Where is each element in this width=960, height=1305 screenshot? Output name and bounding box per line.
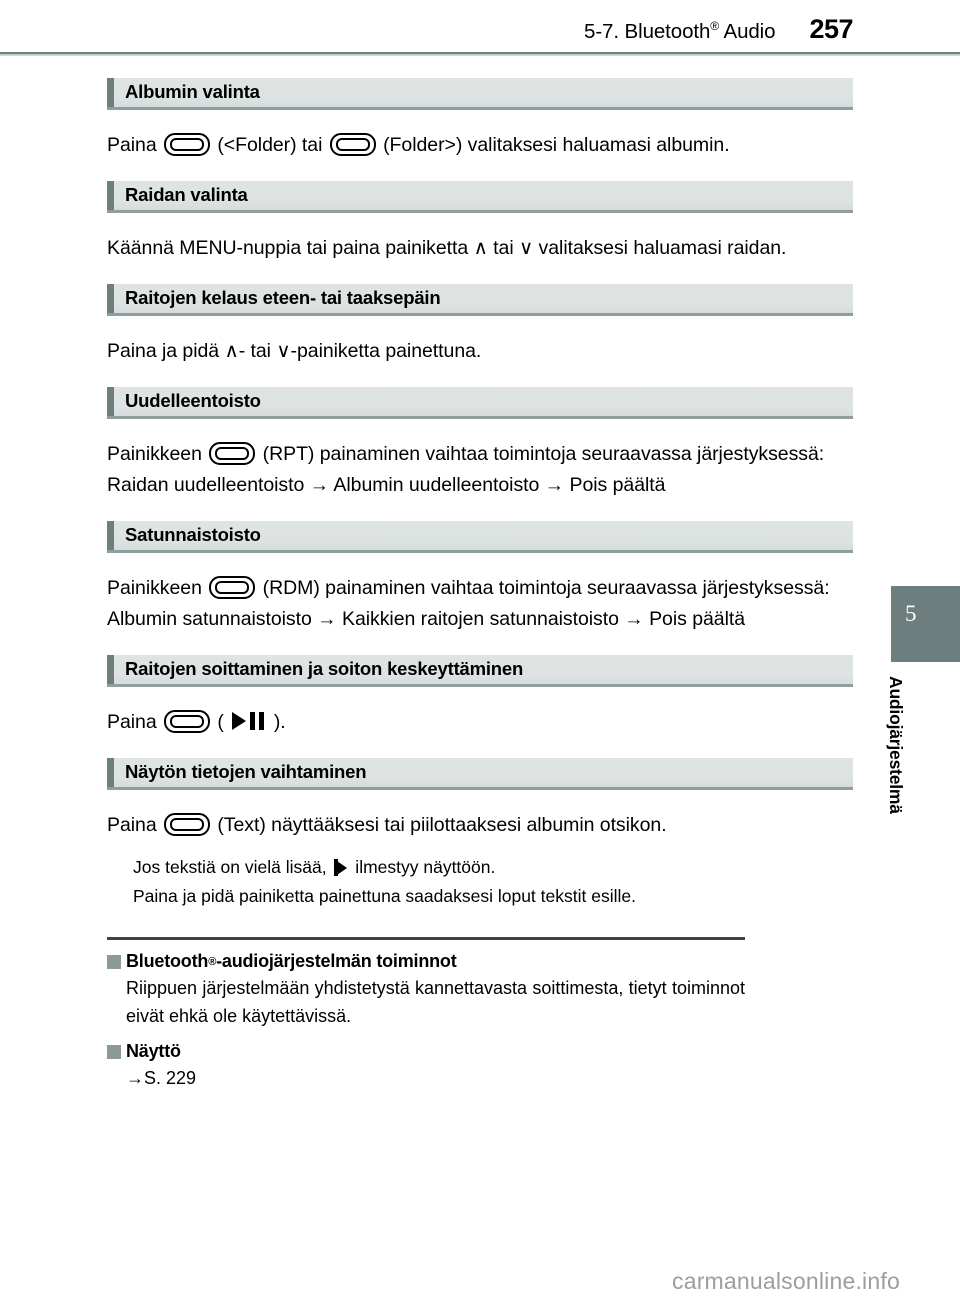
sequence-repeat: Raidan uudelleentoisto → Albumin uudelleentoisto → Pois päältä (107, 474, 666, 496)
paragraph-repeat (107, 439, 853, 470)
text-after: (Text) näyttääksesi tai piilottaaksesi albumin otsikon. (212, 814, 667, 836)
section-header-display-info (107, 758, 853, 790)
watermark: carmanualsonline.info (672, 1268, 900, 1294)
folder-forward-button-icon (330, 133, 376, 156)
note-before: Jos tekstiä on vielä lisää, (133, 857, 332, 877)
section-header-play-pause (107, 655, 853, 687)
note-title-before: Bluetooth (126, 951, 209, 971)
paragraph-fast-forward-rewind: Paina ja pidä ∧- tai ∨-painiketta painettuna. (107, 340, 482, 362)
page-content (107, 78, 853, 1092)
text-before: Paina (107, 134, 162, 156)
section-header-repeat (107, 387, 853, 419)
note-body-bluetooth-functions: Riippuen järjestelmään yhdistetystä kannettavasta soittimesta, tietyt toiminnot eivät ehkä ole käytettävissä. (126, 978, 745, 1026)
note-title-after: -audiojärjestelmän toiminnot (216, 951, 457, 971)
section-title: Raidan valinta (125, 184, 248, 206)
text-after: (Folder>) valitaksesi haluamasi albumin. (377, 134, 730, 156)
section-title: Raitojen kelaus eteen- tai taaksepäin (125, 287, 441, 309)
text-after: ). (273, 711, 286, 733)
section-title: Raitojen soittaminen ja soiton keskeyttäminen (125, 658, 524, 680)
header-divider-rule (0, 52, 960, 56)
section-header-track-selection (107, 181, 853, 213)
chapter-tab-label: Audiojärjestelmä (886, 676, 906, 814)
text-before: Paina (107, 814, 162, 836)
random-button-icon (209, 576, 255, 599)
footer-divider-rule (107, 937, 745, 940)
page-header (0, 0, 960, 54)
sequence-random: Albumin satunnaistoisto → Kaikkien raitojen satunnaistoisto → Pois päältä (107, 608, 746, 630)
text-middle: (<Folder) tai (212, 134, 328, 156)
running-head-title (584, 20, 775, 44)
note-display-info-hold: Paina ja pidä painiketta painettuna saadaksesi loput tekstit esille. (133, 886, 636, 906)
folder-back-button-icon (164, 133, 210, 156)
page-number: 257 (809, 14, 853, 44)
paragraph-display-info (107, 810, 853, 841)
text-button-icon (164, 813, 210, 836)
section-title: Näytön tietojen vaihtaminen (125, 761, 367, 783)
paragraph-play-pause (107, 707, 853, 738)
section-header-fast-forward-rewind (107, 284, 853, 316)
chapter-tab-number: 5 (905, 601, 917, 626)
note-title-bluetooth-functions: Bluetooth ® -audiojärjestelmän toiminnot (107, 951, 853, 972)
bullet-square-icon (107, 955, 121, 969)
paragraph-album-selection (107, 130, 853, 161)
bullet-square-icon (107, 1045, 121, 1059)
note-title-before: Näyttö (126, 1041, 181, 1061)
text-before: Painikkeen (107, 443, 208, 465)
paragraph-track-selection: Käännä MENU-nuppia tai paina painiketta ∧ tai ∨ valitaksesi haluamasi raidan. (107, 237, 787, 259)
text-after: (RDM) painaminen vaihtaa toimintoja seuraavassa järjestyksessä: (257, 577, 830, 599)
note-display-info-scroll (107, 853, 853, 882)
section-header-album-selection (107, 78, 853, 110)
section-header-random (107, 521, 853, 553)
play-pause-glyph-icon (232, 712, 266, 730)
note-title-display (107, 1041, 853, 1062)
repeat-button-icon (209, 442, 255, 465)
text-after: (RPT) painaminen vaihtaa toimintoja seuraavassa järjestyksessä: (257, 443, 825, 465)
chapter-tab (891, 586, 960, 662)
section-title: Uudelleentoisto (125, 390, 261, 412)
running-head-section: 5-7. Bluetooth (584, 20, 711, 43)
note-after: ilmestyy näyttöön. (350, 857, 496, 877)
paragraph-random (107, 573, 853, 604)
header-inner (584, 14, 853, 45)
text-before: Paina (107, 711, 162, 733)
note-body-display-reference: →S. 229 (126, 1068, 197, 1088)
play-pause-button-icon (164, 710, 210, 733)
text-middle: ( (212, 711, 224, 733)
registered-trademark-icon: ® (710, 19, 720, 34)
running-head-suffix: Audio (719, 20, 776, 43)
section-title: Satunnaistoisto (125, 524, 261, 546)
text-before: Painikkeen (107, 577, 208, 599)
more-text-marker-icon (334, 859, 347, 876)
section-title: Albumin valinta (125, 81, 260, 103)
